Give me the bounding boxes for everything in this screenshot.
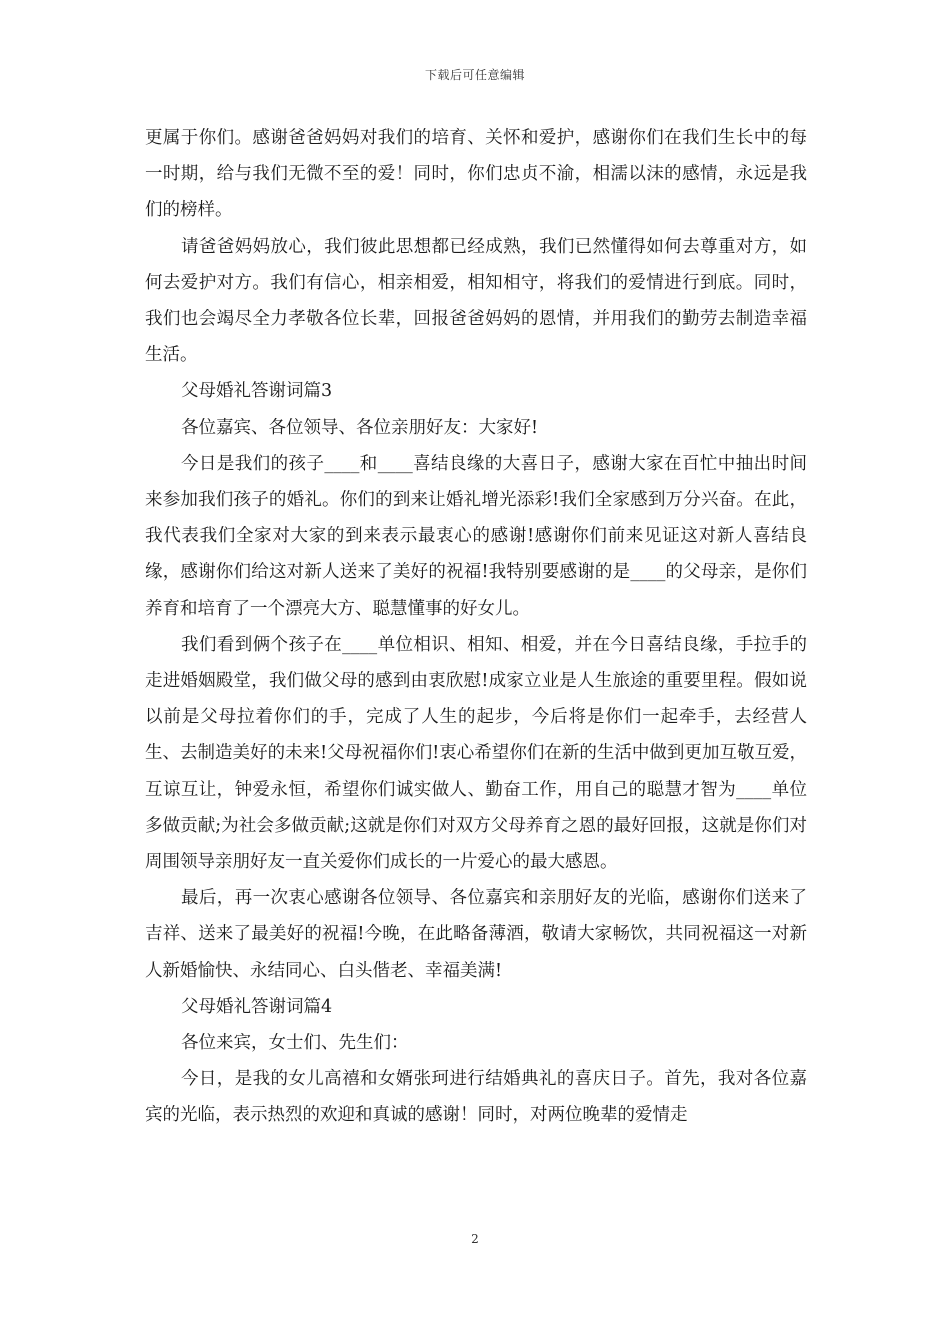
document-body <box>145 120 807 1134</box>
paragraph: 各位嘉宾、各位领导、各位亲朋好友：大家好! <box>181 417 539 438</box>
section-heading: 父母婚礼答谢词篇3 <box>181 381 333 402</box>
paragraph: 更属于你们。感谢爸爸妈妈对我们的培育、关怀和爱护，感谢你们在我们生长中的每一时期，给与我们无微不至的爱！同时，你们忠贞不渝，相濡以沫的感情，永远是我们的榜样。 <box>145 128 807 221</box>
paragraph: 我们看到俩个孩子在____单位相识、相知、相爱，并在今日喜结良缘，手拉手的走进婚姻殿堂，我们做父母的感到由衷欣慰!成家立业是人生旅途的重要里程。假如说以前是父母拉着你们的手，完成了人生的起步，今后将是你们一起牵手，去经营人生、去制造美好的未来!父母祝福你们!衷心希望你们在新的生活中做到更加互敬互爱，互谅互让，钟爱永恒，希望你们诚实做人、勤奋工作，用自己的聪慧才智为____单位多做贡献;为社会多做贡献;这就是你们对双方父母养育之恩的最好回报，这就是你们对周围领导亲朋好友一直关爱你们成长的一片爱心的最大感恩。 <box>145 634 807 873</box>
paragraph: 最后，再一次衷心感谢各位领导、各位嘉宾和亲朋好友的光临，感谢你们送来了吉祥、送来了最美好的祝福!今晚，在此略备薄酒，敬请大家畅饮，共同祝福这一对新人新婚愉快、永结同心、白头偕老、幸福美满! <box>145 888 807 981</box>
page-number: 2 <box>471 1232 479 1246</box>
paragraph: 今日，是我的女儿高禧和女婿张珂进行结婚典礼的喜庆日子。首先，我对各位嘉宾的光临，表示热烈的欢迎和真诚的感谢！同时，对两位晚辈的爱情走 <box>145 1069 807 1126</box>
paragraph: 请爸爸妈妈放心，我们彼此思想都已经成熟，我们已然懂得如何去尊重对方，如何去爱护对方。我们有信心，相亲相爱，相知相守，将我们的爱情进行到底。同时，我们也会竭尽全力孝敬各位长辈，回报爸爸妈妈的恩情，并用我们的勤劳去制造幸福生活。 <box>145 236 807 366</box>
paragraph: 各位来宾，女士们、先生们： <box>181 1033 409 1054</box>
section-heading: 父母婚礼答谢词篇4 <box>181 996 333 1017</box>
page-header: 下载后可任意编辑 <box>424 68 525 82</box>
paragraph: 今日是我们的孩子____和____喜结良缘的大喜日子，感谢大家在百忙中抽出时间来参加我们孩子的婚礼。你们的到来让婚礼增光添彩!我们全家感到万分兴奋。在此，我代表我们全家对大家的到来表示最衷心的感谢!感谢你们前来见证这对新人喜结良缘，感谢你们给这对新人送来了美好的祝福!我特别要感谢的是____的父母亲，是你们养育和培育了一个漂亮大方、聪慧懂事的好女儿。 <box>145 453 807 619</box>
